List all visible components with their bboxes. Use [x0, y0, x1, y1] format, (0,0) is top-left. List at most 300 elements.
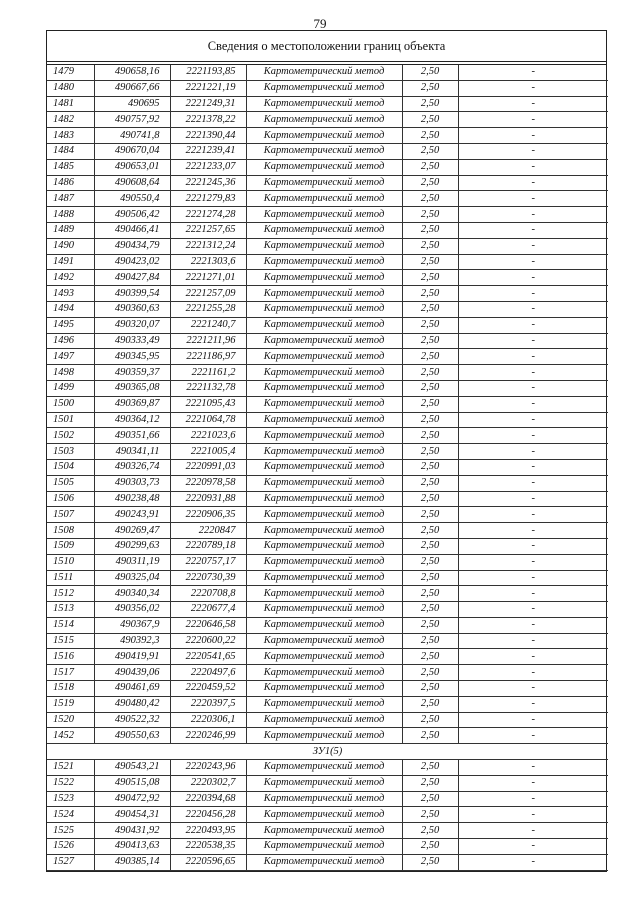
coord-y-cell: 2220397,5 — [170, 696, 246, 712]
description-cell: - — [458, 617, 608, 633]
method-cell: Картометрический метод — [246, 712, 402, 728]
description-cell: - — [458, 80, 608, 96]
coord-y-cell: 2220246,99 — [170, 728, 246, 744]
table-row — [47, 665, 608, 681]
coord-y-cell: 2220493,95 — [170, 823, 246, 839]
method-cell: Картометрический метод — [246, 412, 402, 428]
method-cell: Картометрический метод — [246, 175, 402, 191]
coord-y-cell: 2220497,6 — [170, 665, 246, 681]
section-row — [47, 744, 608, 760]
point-number-cell: 1500 — [47, 396, 94, 412]
method-cell: Картометрический метод — [246, 333, 402, 349]
description-cell: - — [458, 365, 608, 381]
precision-cell: 2,50 — [402, 96, 458, 112]
method-cell: Картометрический метод — [246, 143, 402, 159]
table-row — [47, 854, 608, 870]
precision-cell: 2,50 — [402, 538, 458, 554]
coord-x-cell: 490522,32 — [94, 712, 170, 728]
description-cell: - — [458, 428, 608, 444]
table-row — [47, 444, 608, 460]
coord-y-cell: 2221303,6 — [170, 254, 246, 270]
precision-cell: 2,50 — [402, 175, 458, 191]
precision-cell: 2,50 — [402, 207, 458, 223]
method-cell: Картометрический метод — [246, 491, 402, 507]
coord-x-cell: 490454,31 — [94, 807, 170, 823]
point-number-cell: 1497 — [47, 349, 94, 365]
coord-y-cell: 2220600,22 — [170, 633, 246, 649]
table-row — [47, 143, 608, 159]
precision-cell: 2,50 — [402, 412, 458, 428]
precision-cell: 2,50 — [402, 222, 458, 238]
coord-y-cell: 2221240,7 — [170, 317, 246, 333]
coord-y-cell: 2221257,09 — [170, 286, 246, 302]
coord-x-cell: 490303,73 — [94, 475, 170, 491]
point-number-cell: 1480 — [47, 80, 94, 96]
method-cell: Картометрический метод — [246, 475, 402, 491]
coord-x-cell: 490385,14 — [94, 854, 170, 870]
description-cell: - — [458, 128, 608, 144]
method-cell: Картометрический метод — [246, 760, 402, 776]
description-cell: - — [458, 665, 608, 681]
table-row — [47, 207, 608, 223]
coord-y-cell: 2221211,96 — [170, 333, 246, 349]
precision-cell: 2,50 — [402, 143, 458, 159]
precision-cell: 2,50 — [402, 365, 458, 381]
coord-x-cell: 490741,8 — [94, 128, 170, 144]
method-cell: Картометрический метод — [246, 191, 402, 207]
coord-y-cell: 2220394,68 — [170, 791, 246, 807]
precision-cell: 2,50 — [402, 191, 458, 207]
coord-x-cell: 490392,3 — [94, 633, 170, 649]
table-row — [47, 775, 608, 791]
precision-cell: 2,50 — [402, 159, 458, 175]
coord-y-cell: 2221193,85 — [170, 65, 246, 80]
table-row — [47, 301, 608, 317]
coord-y-cell: 2220906,35 — [170, 507, 246, 523]
table-row — [47, 570, 608, 586]
coord-x-cell: 490359,37 — [94, 365, 170, 381]
table-row — [47, 112, 608, 128]
table-row — [47, 728, 608, 744]
point-number-cell: 1527 — [47, 854, 94, 870]
coord-y-cell: 2221221,19 — [170, 80, 246, 96]
description-cell: - — [458, 507, 608, 523]
coord-x-cell: 490506,42 — [94, 207, 170, 223]
description-cell: - — [458, 586, 608, 602]
coordinates-table — [47, 65, 608, 871]
precision-cell: 2,50 — [402, 349, 458, 365]
table-row — [47, 270, 608, 286]
method-cell: Картометрический метод — [246, 80, 402, 96]
coord-y-cell: 2220730,39 — [170, 570, 246, 586]
point-number-cell: 1491 — [47, 254, 94, 270]
description-cell: - — [458, 96, 608, 112]
coord-x-cell: 490543,21 — [94, 760, 170, 776]
point-number-cell: 1526 — [47, 839, 94, 855]
method-cell: Картометрический метод — [246, 602, 402, 618]
coord-x-cell: 490365,08 — [94, 380, 170, 396]
coord-x-cell: 490658,16 — [94, 65, 170, 80]
description-cell: - — [458, 839, 608, 855]
description-cell: - — [458, 444, 608, 460]
coord-x-cell: 490653,01 — [94, 159, 170, 175]
precision-cell: 2,50 — [402, 428, 458, 444]
method-cell: Картометрический метод — [246, 791, 402, 807]
method-cell: Картометрический метод — [246, 507, 402, 523]
precision-cell: 2,50 — [402, 301, 458, 317]
table-row — [47, 349, 608, 365]
coord-y-cell: 2220789,18 — [170, 538, 246, 554]
description-cell: - — [458, 286, 608, 302]
description-cell: - — [458, 175, 608, 191]
description-cell: - — [458, 681, 608, 697]
coord-x-cell: 490340,34 — [94, 586, 170, 602]
method-cell: Картометрический метод — [246, 538, 402, 554]
coord-y-cell: 2220978,58 — [170, 475, 246, 491]
coord-x-cell: 490439,06 — [94, 665, 170, 681]
coord-y-cell: 2220243,96 — [170, 760, 246, 776]
table-row — [47, 602, 608, 618]
table-row — [47, 317, 608, 333]
point-number-cell: 1481 — [47, 96, 94, 112]
point-number-cell: 1482 — [47, 112, 94, 128]
coord-x-cell: 490238,48 — [94, 491, 170, 507]
precision-cell: 2,50 — [402, 65, 458, 80]
coord-x-cell: 490320,07 — [94, 317, 170, 333]
method-cell: Картометрический метод — [246, 570, 402, 586]
method-cell: Картометрический метод — [246, 254, 402, 270]
method-cell: Картометрический метод — [246, 854, 402, 870]
table-row — [47, 760, 608, 776]
method-cell: Картометрический метод — [246, 380, 402, 396]
coord-y-cell: 2221249,31 — [170, 96, 246, 112]
method-cell: Картометрический метод — [246, 301, 402, 317]
coord-y-cell: 2220646,58 — [170, 617, 246, 633]
table-row — [47, 696, 608, 712]
precision-cell: 2,50 — [402, 570, 458, 586]
table-row — [47, 333, 608, 349]
coordinates-table-body — [47, 65, 608, 870]
coord-y-cell: 2220541,65 — [170, 649, 246, 665]
coord-y-cell: 2221023,6 — [170, 428, 246, 444]
description-cell: - — [458, 412, 608, 428]
coord-x-cell: 490515,08 — [94, 775, 170, 791]
coord-y-cell: 2220306,1 — [170, 712, 246, 728]
coord-x-cell: 490757,92 — [94, 112, 170, 128]
table-row — [47, 254, 608, 270]
coord-x-cell: 490367,9 — [94, 617, 170, 633]
method-cell: Картометрический метод — [246, 586, 402, 602]
point-number-cell: 1509 — [47, 538, 94, 554]
method-cell: Картометрический метод — [246, 444, 402, 460]
description-cell: - — [458, 191, 608, 207]
table-header: Сведения о местоположении границ объекта — [47, 31, 606, 62]
description-cell: - — [458, 143, 608, 159]
method-cell: Картометрический метод — [246, 396, 402, 412]
method-cell: Картометрический метод — [246, 207, 402, 223]
coord-y-cell: 2221245,36 — [170, 175, 246, 191]
coord-x-cell: 490472,92 — [94, 791, 170, 807]
method-cell: Картометрический метод — [246, 96, 402, 112]
description-cell: - — [458, 649, 608, 665]
table-row — [47, 238, 608, 254]
method-cell: Картометрический метод — [246, 523, 402, 539]
method-cell: Картометрический метод — [246, 286, 402, 302]
precision-cell: 2,50 — [402, 554, 458, 570]
coord-x-cell: 490345,95 — [94, 349, 170, 365]
point-number-cell: 1452 — [47, 728, 94, 744]
description-cell: - — [458, 791, 608, 807]
point-number-cell: 1502 — [47, 428, 94, 444]
method-cell: Картометрический метод — [246, 728, 402, 744]
point-number-cell: 1507 — [47, 507, 94, 523]
coord-y-cell: 2221132,78 — [170, 380, 246, 396]
precision-cell: 2,50 — [402, 728, 458, 744]
description-cell: - — [458, 633, 608, 649]
description-cell: - — [458, 222, 608, 238]
point-number-cell: 1510 — [47, 554, 94, 570]
coord-x-cell: 490695 — [94, 96, 170, 112]
precision-cell: 2,50 — [402, 491, 458, 507]
coord-x-cell: 490608,64 — [94, 175, 170, 191]
section-label: ЗУ1(5) — [47, 744, 608, 760]
coord-y-cell: 2220302,7 — [170, 775, 246, 791]
point-number-cell: 1498 — [47, 365, 94, 381]
point-number-cell: 1483 — [47, 128, 94, 144]
coord-y-cell: 2220677,4 — [170, 602, 246, 618]
method-cell: Картометрический метод — [246, 807, 402, 823]
precision-cell: 2,50 — [402, 712, 458, 728]
precision-cell: 2,50 — [402, 696, 458, 712]
coord-y-cell: 2221255,28 — [170, 301, 246, 317]
description-cell: - — [458, 207, 608, 223]
precision-cell: 2,50 — [402, 760, 458, 776]
precision-cell: 2,50 — [402, 507, 458, 523]
table-row — [47, 681, 608, 697]
coord-x-cell: 490423,02 — [94, 254, 170, 270]
coord-x-cell: 490419,91 — [94, 649, 170, 665]
point-number-cell: 1506 — [47, 491, 94, 507]
point-number-cell: 1488 — [47, 207, 94, 223]
coord-x-cell: 490243,91 — [94, 507, 170, 523]
table-row — [47, 380, 608, 396]
point-number-cell: 1494 — [47, 301, 94, 317]
coord-x-cell: 490431,92 — [94, 823, 170, 839]
table-row — [47, 286, 608, 302]
coord-x-cell: 490360,63 — [94, 301, 170, 317]
point-number-cell: 1520 — [47, 712, 94, 728]
description-cell: - — [458, 475, 608, 491]
point-number-cell: 1501 — [47, 412, 94, 428]
coord-x-cell: 490364,12 — [94, 412, 170, 428]
coord-x-cell: 490356,02 — [94, 602, 170, 618]
table-row — [47, 586, 608, 602]
point-number-cell: 1519 — [47, 696, 94, 712]
point-number-cell: 1522 — [47, 775, 94, 791]
coord-x-cell: 490311,19 — [94, 554, 170, 570]
table-row — [47, 96, 608, 112]
point-number-cell: 1487 — [47, 191, 94, 207]
method-cell: Картометрический метод — [246, 459, 402, 475]
table-row — [47, 412, 608, 428]
table-row — [47, 159, 608, 175]
table-row — [47, 80, 608, 96]
table-row — [47, 65, 608, 80]
precision-cell: 2,50 — [402, 586, 458, 602]
coord-x-cell: 490351,66 — [94, 428, 170, 444]
precision-cell: 2,50 — [402, 444, 458, 460]
coord-y-cell: 2220538,35 — [170, 839, 246, 855]
coord-x-cell: 490550,63 — [94, 728, 170, 744]
precision-cell: 2,50 — [402, 380, 458, 396]
precision-cell: 2,50 — [402, 681, 458, 697]
table-row — [47, 396, 608, 412]
coord-y-cell: 2221279,83 — [170, 191, 246, 207]
precision-cell: 2,50 — [402, 333, 458, 349]
method-cell: Картометрический метод — [246, 823, 402, 839]
coord-y-cell: 2221161,2 — [170, 365, 246, 381]
table-row — [47, 175, 608, 191]
method-cell: Картометрический метод — [246, 270, 402, 286]
method-cell: Картометрический метод — [246, 554, 402, 570]
coord-y-cell: 2221312,24 — [170, 238, 246, 254]
method-cell: Картометрический метод — [246, 317, 402, 333]
precision-cell: 2,50 — [402, 112, 458, 128]
coord-x-cell: 490341,11 — [94, 444, 170, 460]
precision-cell: 2,50 — [402, 649, 458, 665]
point-number-cell: 1486 — [47, 175, 94, 191]
method-cell: Картометрический метод — [246, 649, 402, 665]
precision-cell: 2,50 — [402, 238, 458, 254]
table-row — [47, 491, 608, 507]
table-row — [47, 222, 608, 238]
description-cell: - — [458, 760, 608, 776]
point-number-cell: 1485 — [47, 159, 94, 175]
point-number-cell: 1518 — [47, 681, 94, 697]
coord-x-cell: 490269,47 — [94, 523, 170, 539]
precision-cell: 2,50 — [402, 270, 458, 286]
method-cell: Картометрический метод — [246, 633, 402, 649]
point-number-cell: 1516 — [47, 649, 94, 665]
coord-y-cell: 2221390,44 — [170, 128, 246, 144]
coord-x-cell: 490667,66 — [94, 80, 170, 96]
description-cell: - — [458, 380, 608, 396]
description-cell: - — [458, 554, 608, 570]
point-number-cell: 1517 — [47, 665, 94, 681]
description-cell: - — [458, 775, 608, 791]
coord-y-cell: 2221271,01 — [170, 270, 246, 286]
coord-y-cell: 2221064,78 — [170, 412, 246, 428]
precision-cell: 2,50 — [402, 254, 458, 270]
method-cell: Картометрический метод — [246, 238, 402, 254]
point-number-cell: 1524 — [47, 807, 94, 823]
description-cell: - — [458, 65, 608, 80]
coord-y-cell: 2221186,97 — [170, 349, 246, 365]
description-cell: - — [458, 712, 608, 728]
description-cell: - — [458, 823, 608, 839]
precision-cell: 2,50 — [402, 839, 458, 855]
method-cell: Картометрический метод — [246, 222, 402, 238]
description-cell: - — [458, 523, 608, 539]
table-row — [47, 507, 608, 523]
description-cell: - — [458, 396, 608, 412]
description-cell: - — [458, 254, 608, 270]
coord-x-cell: 490333,49 — [94, 333, 170, 349]
description-cell: - — [458, 270, 608, 286]
method-cell: Картометрический метод — [246, 681, 402, 697]
table-row — [47, 459, 608, 475]
table-row — [47, 649, 608, 665]
point-number-cell: 1523 — [47, 791, 94, 807]
point-number-cell: 1511 — [47, 570, 94, 586]
coord-x-cell: 490434,79 — [94, 238, 170, 254]
coord-x-cell: 490466,41 — [94, 222, 170, 238]
precision-cell: 2,50 — [402, 80, 458, 96]
point-number-cell: 1508 — [47, 523, 94, 539]
point-number-cell: 1514 — [47, 617, 94, 633]
precision-cell: 2,50 — [402, 823, 458, 839]
table-row — [47, 617, 608, 633]
point-number-cell: 1525 — [47, 823, 94, 839]
coord-y-cell: 2220991,03 — [170, 459, 246, 475]
table-row — [47, 428, 608, 444]
coord-y-cell: 2220459,52 — [170, 681, 246, 697]
method-cell: Картометрический метод — [246, 428, 402, 444]
table-row — [47, 839, 608, 855]
description-cell: - — [458, 696, 608, 712]
method-cell: Картометрический метод — [246, 65, 402, 80]
description-cell: - — [458, 317, 608, 333]
table-row — [47, 191, 608, 207]
page-number: 79 — [313, 16, 327, 31]
coord-y-cell: 2220596,65 — [170, 854, 246, 870]
table-row — [47, 365, 608, 381]
point-number-cell: 1512 — [47, 586, 94, 602]
table-row — [47, 128, 608, 144]
precision-cell: 2,50 — [402, 807, 458, 823]
description-cell: - — [458, 570, 608, 586]
description-cell: - — [458, 459, 608, 475]
precision-cell: 2,50 — [402, 602, 458, 618]
coord-x-cell: 490550,4 — [94, 191, 170, 207]
precision-cell: 2,50 — [402, 854, 458, 870]
description-cell: - — [458, 807, 608, 823]
precision-cell: 2,50 — [402, 459, 458, 475]
description-cell: - — [458, 602, 608, 618]
coord-x-cell: 490325,04 — [94, 570, 170, 586]
description-cell: - — [458, 333, 608, 349]
point-number-cell: 1496 — [47, 333, 94, 349]
precision-cell: 2,50 — [402, 665, 458, 681]
point-number-cell: 1489 — [47, 222, 94, 238]
point-number-cell: 1513 — [47, 602, 94, 618]
table-row — [47, 807, 608, 823]
coord-y-cell: 2221378,22 — [170, 112, 246, 128]
method-cell: Картометрический метод — [246, 365, 402, 381]
coord-y-cell: 2221233,07 — [170, 159, 246, 175]
point-number-cell: 1505 — [47, 475, 94, 491]
precision-cell: 2,50 — [402, 475, 458, 491]
coord-y-cell: 2221257,65 — [170, 222, 246, 238]
description-cell: - — [458, 159, 608, 175]
method-cell: Картометрический метод — [246, 839, 402, 855]
method-cell: Картометрический метод — [246, 665, 402, 681]
point-number-cell: 1504 — [47, 459, 94, 475]
precision-cell: 2,50 — [402, 286, 458, 302]
method-cell: Картометрический метод — [246, 617, 402, 633]
coord-x-cell: 490413,63 — [94, 839, 170, 855]
method-cell: Картометрический метод — [246, 128, 402, 144]
